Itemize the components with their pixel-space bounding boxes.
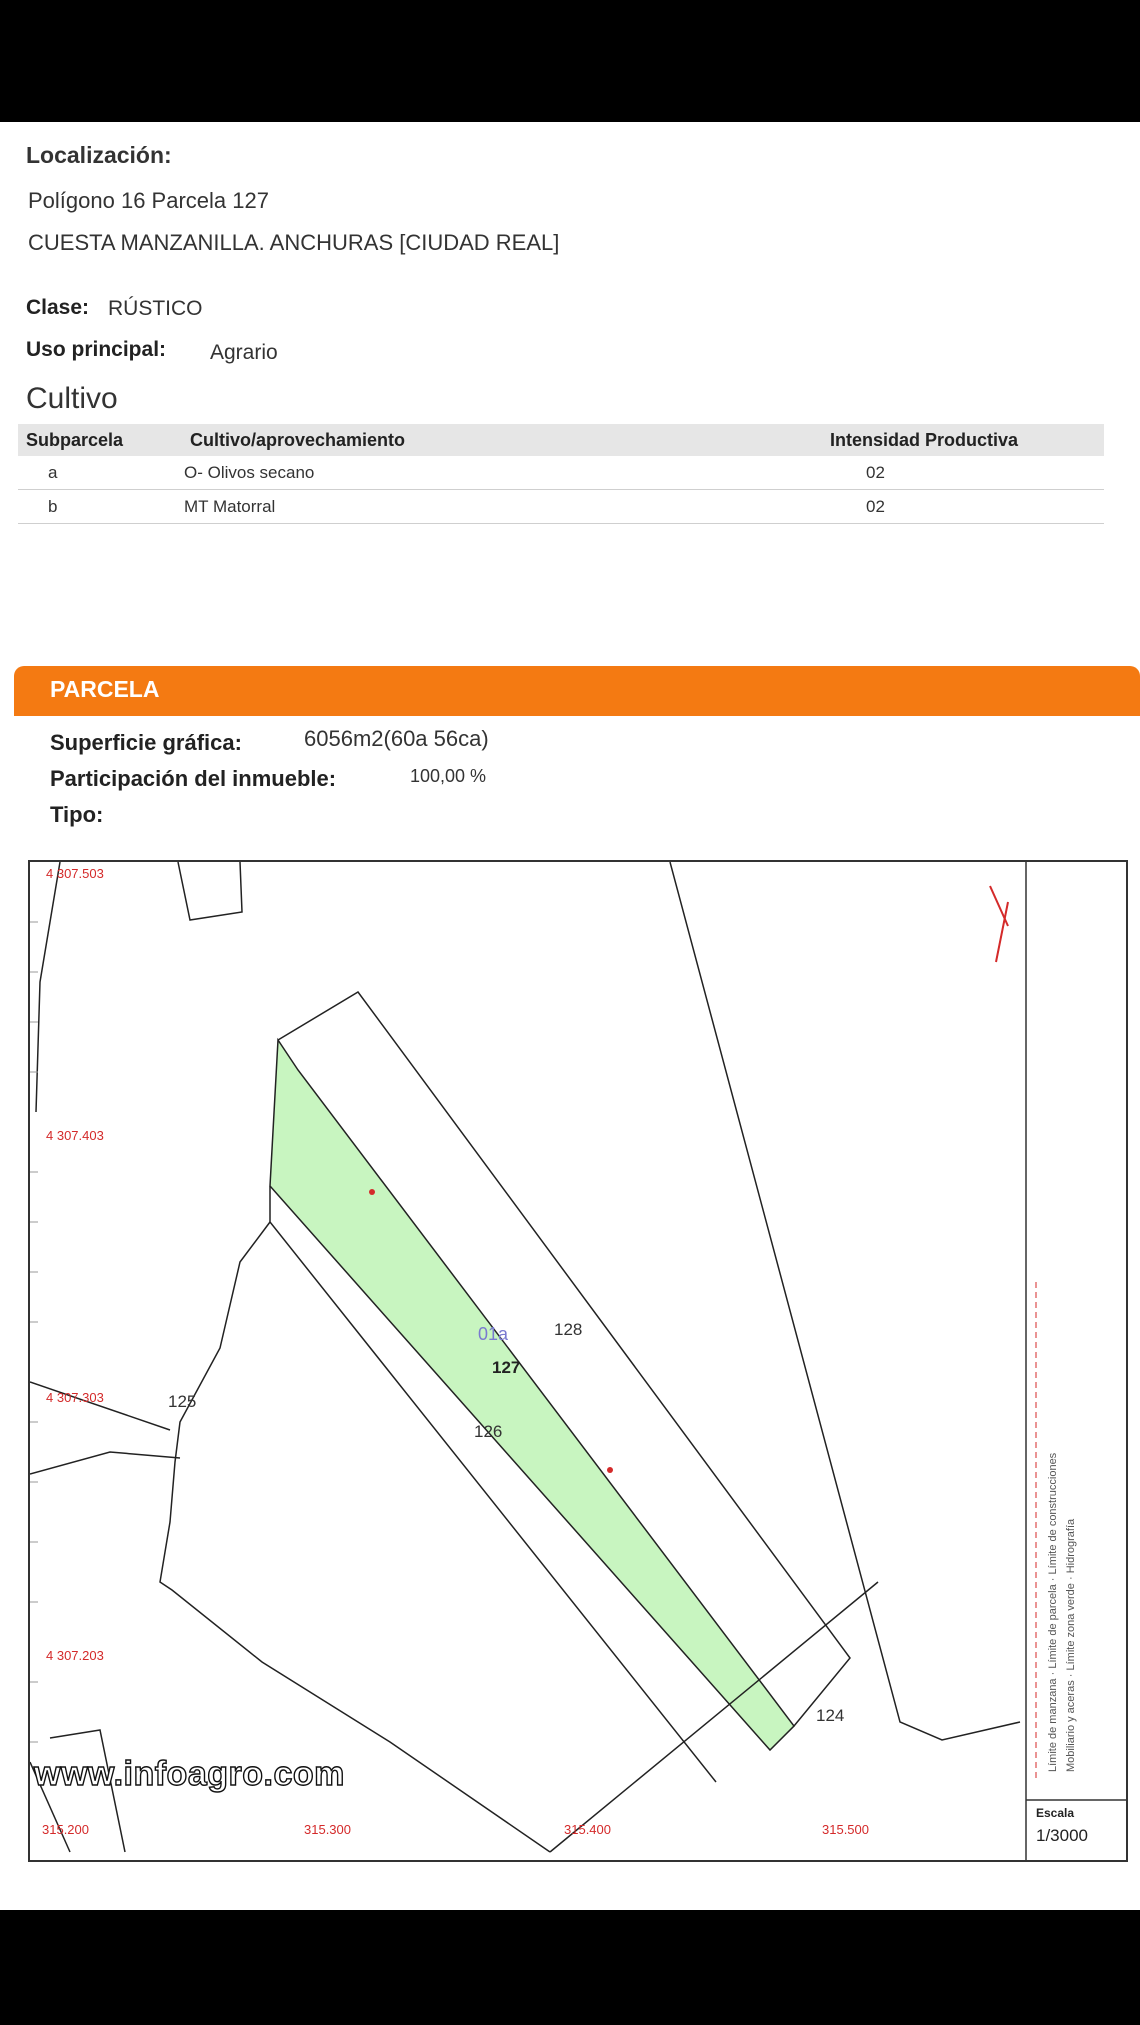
cell-cultivo: O- Olivos secano xyxy=(184,463,315,482)
header-subparcela: Subparcela xyxy=(26,430,124,450)
parcel-marker xyxy=(369,1189,375,1195)
legend-item: Mobiliario y aceras xyxy=(1065,1680,1077,1772)
legend-item: Límite zona verde xyxy=(1065,1583,1077,1671)
parcela-section-header xyxy=(14,666,1140,716)
legend-item: Hidrografía xyxy=(1065,1518,1077,1574)
scale-value: 1/3000 xyxy=(1036,1826,1088,1845)
cell-subparcela: a xyxy=(48,463,58,482)
x-coord-label: 315.200 xyxy=(42,1822,89,1837)
parcel-marker xyxy=(607,1467,613,1473)
localizacion-label: Localización: xyxy=(26,142,172,168)
participacion-label: Participación del inmueble: xyxy=(50,766,337,791)
cell-intensidad: 02 xyxy=(866,497,885,516)
subparcel-label: 01a xyxy=(478,1324,509,1344)
left-ticks xyxy=(30,922,38,1742)
x-coord-label: 315.300 xyxy=(304,1822,351,1837)
header-intensidad: Intensidad Productiva xyxy=(830,430,1019,450)
localizacion-line2: CUESTA MANZANILLA. ANCHURAS [CIUDAD REAL] xyxy=(28,230,560,255)
parcel-number-128: 128 xyxy=(554,1320,583,1339)
parcel-number-127: 127 xyxy=(492,1358,521,1377)
cadastral-map xyxy=(28,860,1128,1862)
y-coord-label: 4 307.203 xyxy=(46,1648,104,1663)
x-coord-label: 315.500 xyxy=(822,1822,869,1837)
y-coord-label: 4 307.503 xyxy=(46,866,104,881)
scale-label: Escala xyxy=(1036,1806,1075,1820)
superficie-label: Superficie gráfica: xyxy=(50,730,242,755)
localizacion-line1: Polígono 16 Parcela 127 xyxy=(28,188,269,213)
cell-intensidad: 02 xyxy=(866,463,885,482)
superficie-value: 6056m2(60a 56ca) xyxy=(304,726,489,751)
parcel-127-highlight xyxy=(270,1040,794,1750)
north-arrow-icon xyxy=(990,886,1008,962)
cell-cultivo: MT Matorral xyxy=(184,497,276,516)
parcela-title: PARCELA xyxy=(50,676,160,702)
x-coord-label: 315.400 xyxy=(564,1822,611,1837)
cultivo-title: Cultivo xyxy=(26,382,118,415)
table-row xyxy=(18,456,1104,490)
parcel-number-124: 124 xyxy=(816,1706,845,1725)
clase-value: RÚSTICO xyxy=(108,297,203,320)
tipo-label: Tipo: xyxy=(50,802,104,827)
table-row xyxy=(18,490,1104,524)
map-legend: Límite de manzana · Límite de parcela · Límite de construcciones Mobiliario y aceras · Límite zona verde · Hidrografía xyxy=(1047,1452,1077,1772)
parcel-boundaries xyxy=(30,862,1020,1852)
uso-value: Agrario xyxy=(210,341,278,364)
legend-item: Límite de manzana xyxy=(1047,1678,1059,1772)
parcel-number-125: 125 xyxy=(168,1392,197,1411)
cadastral-sheet xyxy=(0,122,1140,1910)
watermark-text: www.infoagro.com xyxy=(34,1755,345,1793)
y-coord-label: 4 307.403 xyxy=(46,1128,104,1143)
map-drawing xyxy=(30,862,1126,1860)
parcel-number-126: 126 xyxy=(474,1422,503,1441)
participacion-value: 100,00 % xyxy=(410,766,487,786)
header-cultivo: Cultivo/aprovechamiento xyxy=(190,430,406,450)
legend-item: Límite de parcela xyxy=(1047,1584,1059,1669)
y-coord-label: 4 307.303 xyxy=(46,1390,104,1405)
cultivo-table-header xyxy=(18,424,1104,456)
legend-item: Límite de construcciones xyxy=(1047,1452,1059,1575)
uso-label: Uso principal: xyxy=(26,338,167,361)
cell-subparcela: b xyxy=(48,497,58,516)
clase-label: Clase: xyxy=(26,296,90,319)
